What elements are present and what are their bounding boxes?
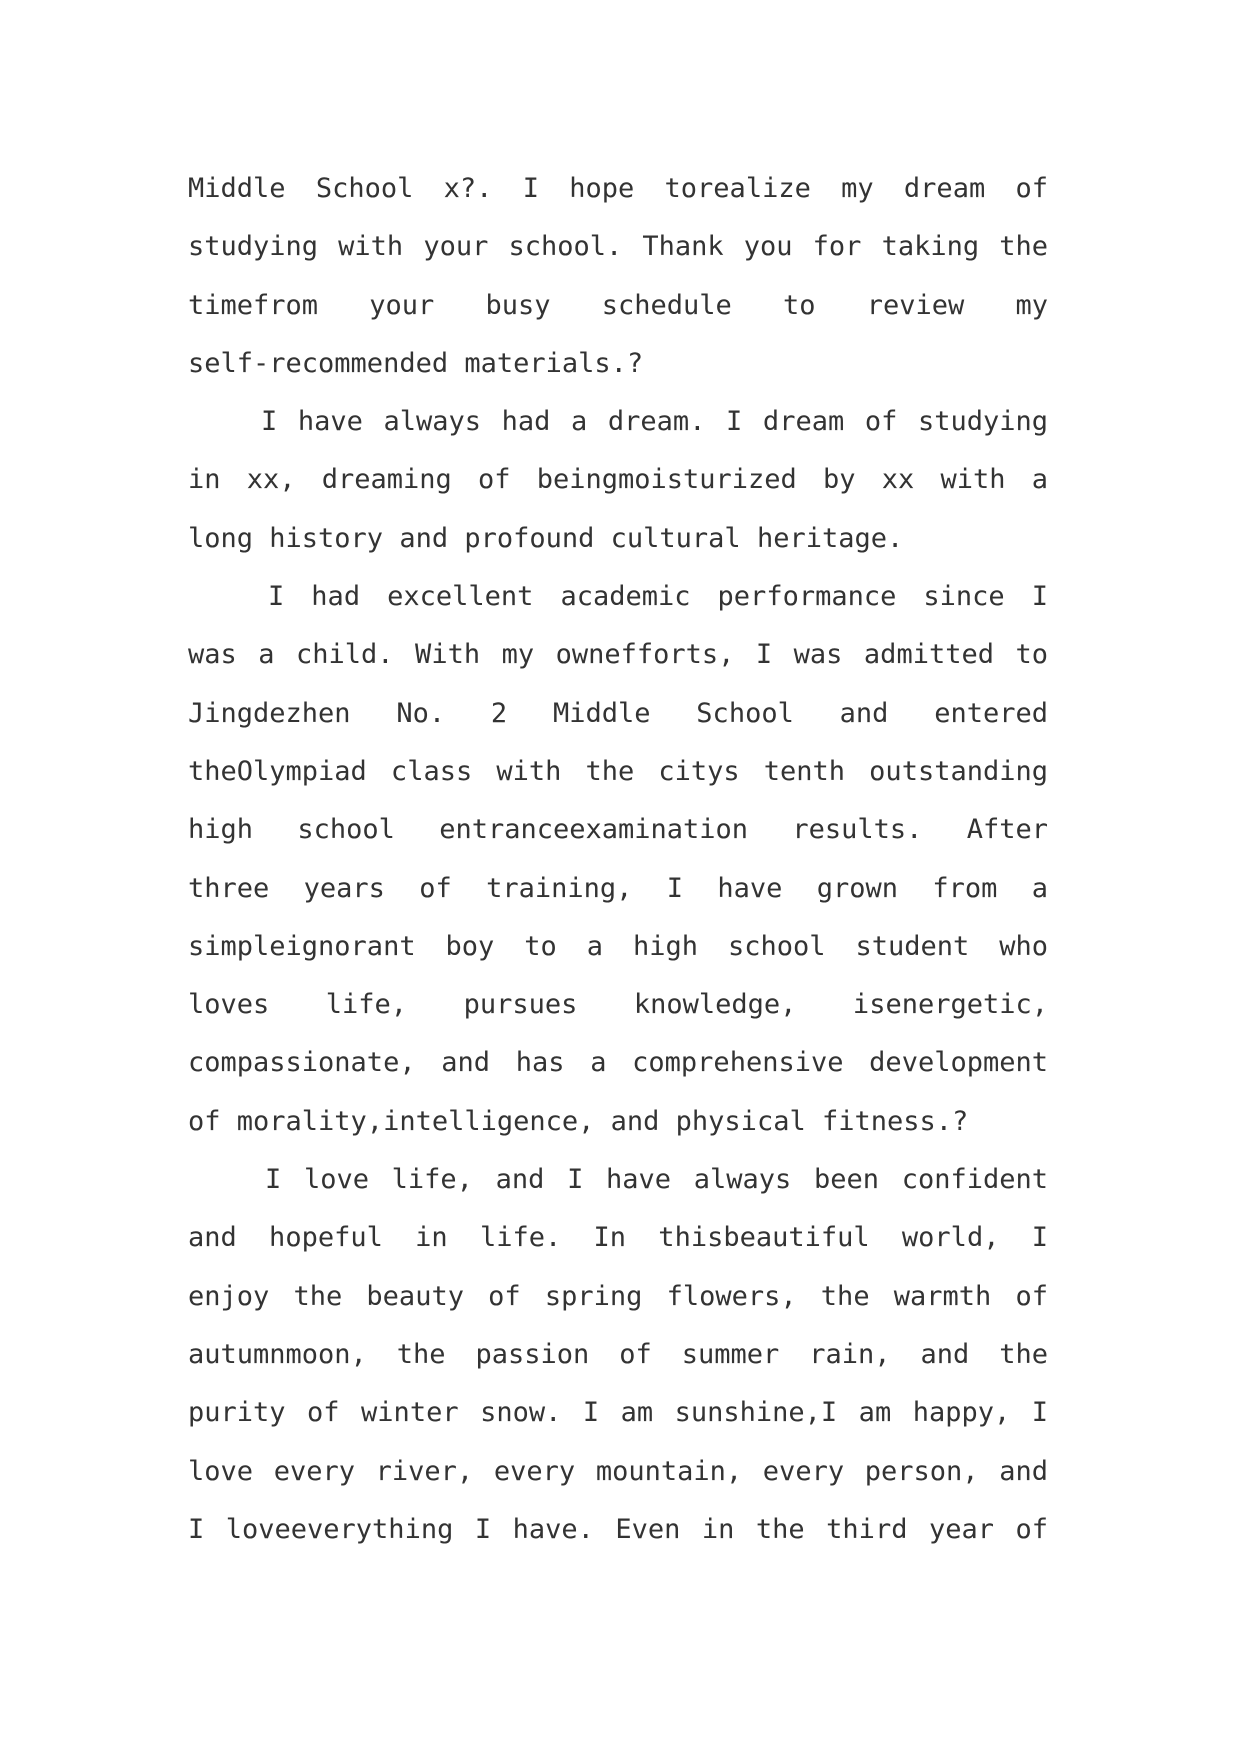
text-line: was a child. With my ownefforts, I was admitted to (188, 639, 1048, 671)
paragraph-first-line: I love life, and I have always been confident (265, 1164, 1048, 1196)
text-line: and hopeful in life. In thisbeautiful world, I (188, 1222, 1048, 1254)
text-line: love every river, every mountain, every person, and (188, 1455, 1048, 1487)
text-line: simpleignorant boy to a high school student who (188, 930, 1048, 962)
text-line: high school entranceexamination results. After (188, 814, 1048, 846)
body-text (188, 160, 1048, 1559)
text-line: long history and profound cultural heritage. (188, 522, 904, 554)
text-line: Jingdezhen No. 2 Middle School and entered (188, 697, 1048, 729)
text-line: loves life, pursues knowledge, isenergetic, (188, 989, 1048, 1021)
text-line: compassionate, and has a comprehensive development (188, 1047, 1048, 1079)
text-line: theOlympiad class with the citys tenth outstanding (188, 755, 1048, 787)
text-line: self-recommended materials.? (188, 347, 644, 379)
text-line: I loveeverything I have. Even in the third year of (188, 1513, 1048, 1545)
text-line: purity of winter snow. I am sunshine,I am happy, I (188, 1397, 1048, 1429)
text-line: of morality,intelligence, and physical fitness.? (188, 1105, 969, 1137)
text-line: enjoy the beauty of spring flowers, the warmth of (188, 1280, 1048, 1312)
paragraph-first-line: I have always had a dream. I dream of studying (261, 406, 1048, 438)
text-line: three years of training, I have grown from a (188, 872, 1048, 904)
text-line: Middle School x?. I hope torealize my dream of (188, 173, 1048, 204)
text-line: autumnmoon, the passion of summer rain, and the (188, 1338, 1048, 1370)
paragraph-first-line: I had excellent academic performance since I (268, 581, 1048, 613)
text-line: timefrom your busy schedule to review my (188, 289, 1048, 321)
text-line: in xx, dreaming of beingmoisturized by xx with a (188, 464, 1048, 496)
text-line: studying with your school. Thank you for taking the (188, 231, 1048, 263)
